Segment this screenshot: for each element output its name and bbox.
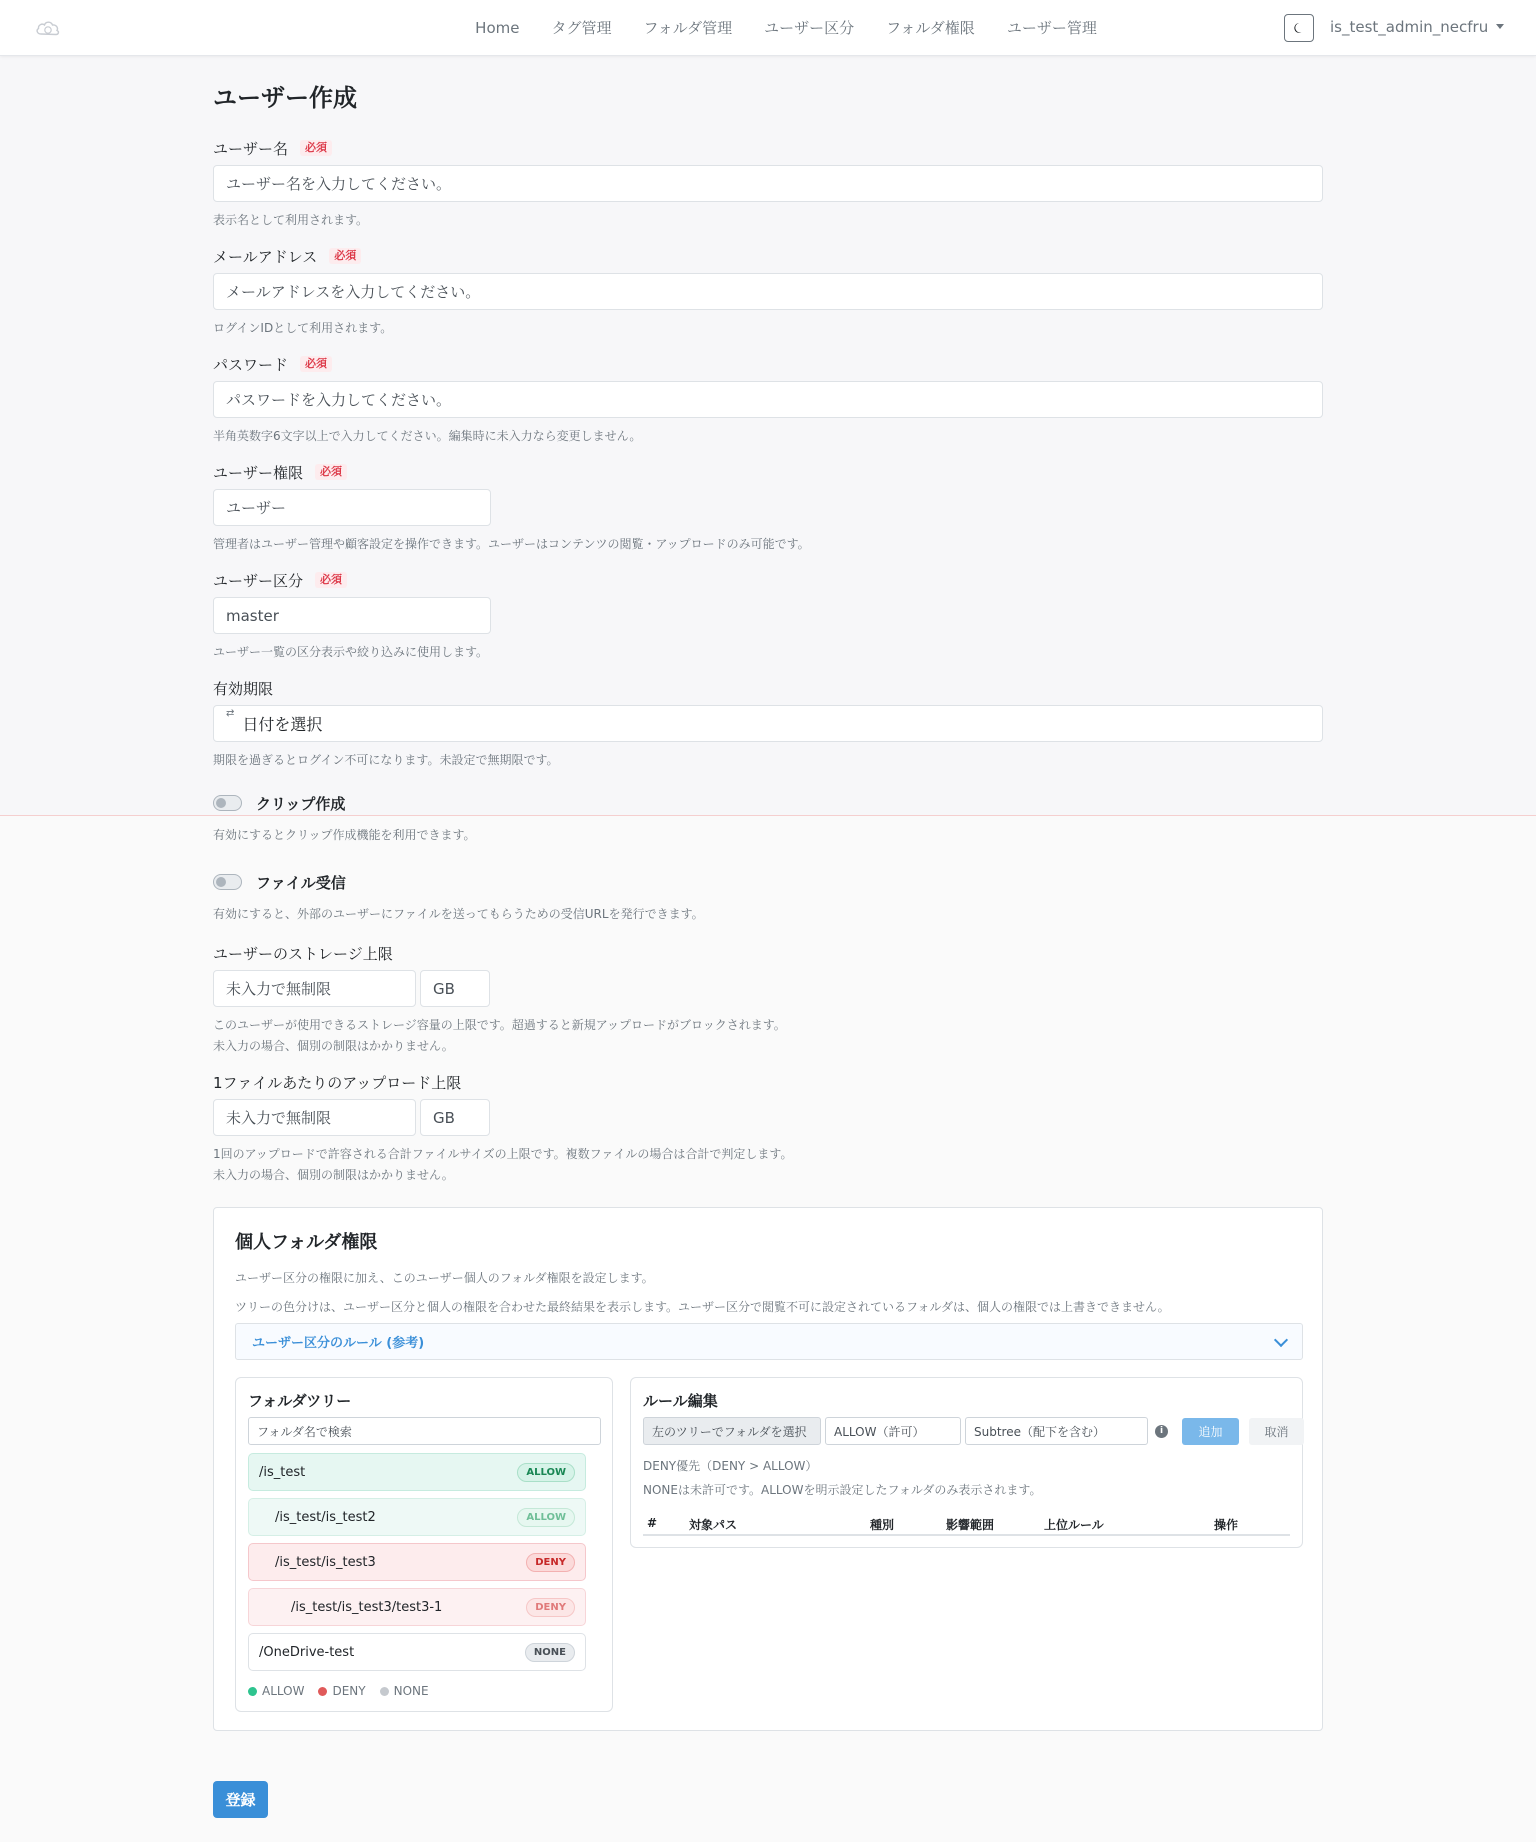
cancel-rule-button[interactable]: 取消 (1249, 1418, 1304, 1445)
expiry-placeholder: 日付を選択 (242, 715, 323, 734)
rule-scope-select[interactable]: Subtree（配下を含む） (965, 1417, 1148, 1445)
tree-node[interactable]: /is_test/is_test3 DENY (248, 1543, 586, 1581)
col-actions: 操作 (1214, 1518, 1239, 1532)
status-badge: DENY (526, 1598, 575, 1617)
status-badge: NONE (525, 1643, 575, 1662)
none-dot-icon (380, 1687, 389, 1696)
email-help: ログインIDとして利用されます。 (213, 321, 393, 335)
category-rules-accordion[interactable] (235, 1323, 1303, 1360)
submit-button[interactable]: 登録 (213, 1781, 268, 1818)
password-label: パスワード 必須 (213, 353, 1323, 375)
tree-node[interactable]: /is_test/is_test2 ALLOW (248, 1498, 586, 1536)
nav-user-categories[interactable]: ユーザー区分 (764, 19, 855, 37)
upload-limit-input[interactable]: 未入力で無制限 (213, 1099, 416, 1136)
page-title: ユーザー作成 (213, 84, 357, 112)
allow-dot-icon (248, 1687, 257, 1696)
password-input[interactable]: パスワードを入力してください。 (213, 381, 1323, 418)
rule-target-field: 左のツリーでフォルダを選択 (643, 1417, 821, 1445)
username-input[interactable]: ユーザー名を入力してください。 (213, 165, 1323, 202)
category-select[interactable]: master (213, 597, 491, 634)
password-field-group (213, 353, 1323, 447)
expiry-help: 期限を過ぎるとログイン不可になります。未設定で無期限です。 (213, 753, 559, 767)
required-badge: 必須 (300, 140, 332, 156)
add-rule-button[interactable]: 追加 (1182, 1418, 1239, 1445)
folder-tree-card (235, 1377, 613, 1712)
theme-toggle-button[interactable] (1284, 14, 1314, 42)
status-badge: ALLOW (517, 1508, 575, 1527)
caret-down-icon (1496, 24, 1504, 29)
personal-folder-permissions-panel (213, 1207, 1323, 1731)
role-help: 管理者はユーザー管理や顧客設定を操作できます。ユーザーはコンテンツの閲覧・アップロードのみ可能です。 (213, 537, 810, 551)
password-help: 半角英数字6文字以上で入力してください。編集時に未入力なら変更しません。 (213, 429, 642, 443)
moon-icon (1293, 22, 1305, 34)
role-label: ユーザー権限 必須 (213, 461, 1323, 483)
receive-label: ファイル受信 (256, 873, 346, 892)
folder-search-input[interactable]: フォルダ名で検索 (248, 1417, 601, 1445)
col-scope: 影響範囲 (946, 1518, 995, 1532)
email-label: メールアドレス 必須 (213, 245, 1323, 267)
col-type: 種別 (870, 1518, 895, 1532)
expiry-label: 有効期限 (213, 679, 274, 698)
col-index: # (647, 1516, 658, 1530)
deny-dot-icon (318, 1687, 327, 1696)
tree-node[interactable]: /is_test/is_test3/test3-1 DENY (248, 1588, 586, 1626)
nav-folder-permissions[interactable]: フォルダ権限 (886, 19, 975, 37)
tree-node[interactable]: /OneDrive-test NONE (248, 1633, 586, 1671)
nav-folders[interactable]: フォルダ管理 (643, 19, 733, 37)
email-field-group (213, 245, 1323, 339)
username-label: ユーザー名 必須 (213, 137, 1323, 159)
panel-help-2: ツリーの色分けは、ユーザー区分と個人の権限を合わせた最終結果を表示します。ユーザー区分で閲覧不可に設定されているフォルダは、個人の権限では上書きできません。 (235, 1300, 1170, 1314)
navbar (0, 0, 1536, 56)
category-field-group (213, 569, 1323, 663)
rule-type-select[interactable]: ALLOW（許可） (825, 1417, 961, 1445)
info-icon[interactable]: i (1155, 1425, 1168, 1438)
storage-limit-input[interactable]: 未入力で無制限 (213, 970, 416, 1007)
required-badge: 必須 (315, 464, 347, 480)
storage-label: ユーザーのストレージ上限 (213, 944, 393, 963)
required-badge: 必須 (315, 572, 347, 588)
upload-unit-select[interactable]: GB (420, 1099, 490, 1136)
expiry-date-input[interactable] (213, 705, 1323, 742)
required-badge: 必須 (300, 356, 332, 372)
user-menu-dropdown[interactable] (1330, 18, 1504, 36)
rule-note-2: NONEは未許可です。ALLOWを明示設定したフォルダのみ表示されます。 (643, 1483, 1042, 1497)
clip-toggle[interactable] (213, 795, 242, 811)
email-input[interactable]: メールアドレスを入力してください。 (213, 273, 1323, 310)
upload-label: 1ファイルあたりのアップロード上限 (213, 1073, 462, 1092)
tree-node[interactable]: /is_test ALLOW (248, 1453, 586, 1491)
col-path: 対象パス (689, 1518, 738, 1532)
username-field-group (213, 137, 1323, 231)
nav-users[interactable]: ユーザー管理 (1006, 19, 1097, 37)
upload-help: 1回のアップロードで許容される合計ファイルサイズの上限です。複数ファイルの場合は合計で判定します。 未入力の場合、個別の制限はかかりません。 (213, 1147, 793, 1182)
folder-tree-title: フォルダツリー (248, 1392, 352, 1410)
calendar-icon: ⇄ (226, 708, 235, 719)
panel-title: 個人フォルダ権限 (235, 1232, 378, 1253)
chevron-down-icon (1274, 1332, 1288, 1346)
category-label: ユーザー区分 必須 (213, 569, 1323, 591)
panel-help-1: ユーザー区分の権限に加え、このユーザー個人のフォルダ権限を設定します。 (235, 1271, 654, 1285)
accordion-label: ユーザー区分のルール (参考) (252, 1336, 425, 1351)
col-parent-rule: 上位ルール (1044, 1518, 1104, 1532)
user-name: is_test_admin_necfru (1330, 18, 1489, 36)
receive-help: 有効にすると、外部のユーザーにファイルを送ってもらうための受信URLを発行できます。 (213, 907, 704, 921)
rule-table-header (643, 1512, 1290, 1536)
role-select[interactable]: ユーザー (213, 489, 491, 526)
role-field-group (213, 461, 1323, 555)
nav-home[interactable]: Home (475, 19, 520, 37)
receive-toggle[interactable] (213, 874, 242, 890)
storage-help: このユーザーが使用できるストレージ容量の上限です。超過すると新規アップロードがブロックされます。 未入力の場合、個別の制限はかかりません。 (213, 1018, 786, 1053)
receive-field-group (213, 870, 1323, 925)
storage-unit-select[interactable]: GB (420, 970, 490, 1007)
required-badge: 必須 (329, 248, 361, 264)
clip-field-group (213, 791, 1323, 846)
rule-editor-card (630, 1377, 1303, 1548)
upload-field-group (213, 1071, 1323, 1186)
username-help: 表示名として利用されます。 (213, 213, 369, 227)
rule-editor-title: ルール編集 (643, 1392, 718, 1410)
clip-help: 有効にするとクリップ作成機能を利用できます。 (213, 828, 476, 842)
storage-field-group (213, 942, 1323, 1057)
category-help: ユーザー一覧の区分表示や絞り込みに使用します。 (213, 645, 489, 659)
tree-legend: ALLOW DENY NONE (248, 1684, 429, 1698)
status-badge: ALLOW (517, 1463, 575, 1482)
nav-tags[interactable]: タグ管理 (551, 19, 612, 37)
rule-note-1: DENY優先（DENY > ALLOW） (643, 1459, 818, 1473)
status-badge: DENY (526, 1553, 575, 1572)
expiry-field-group (213, 677, 1323, 771)
clip-label: クリップ作成 (256, 794, 346, 813)
